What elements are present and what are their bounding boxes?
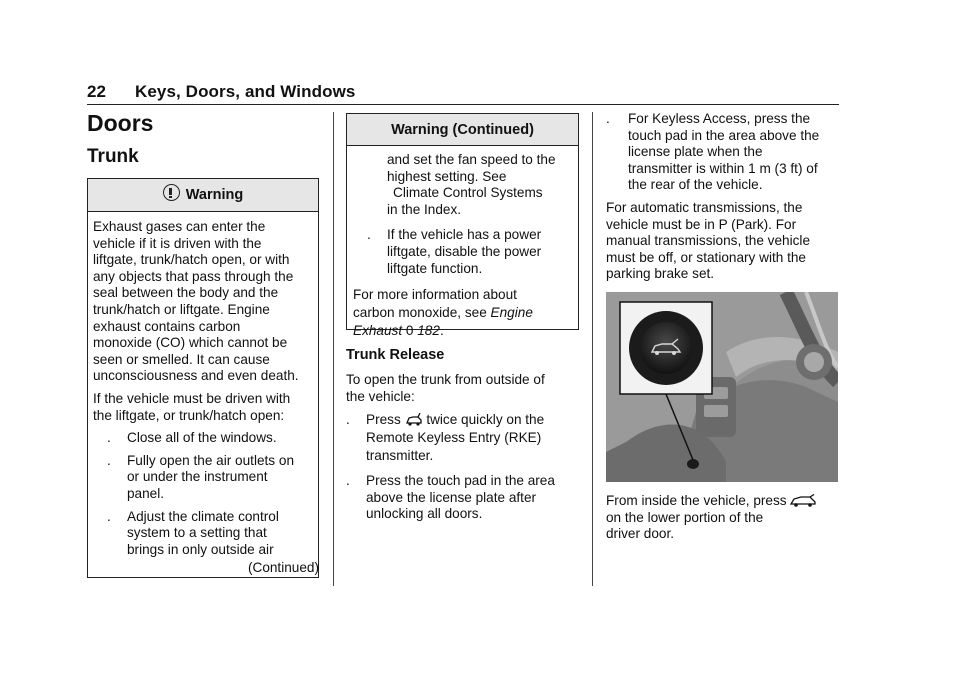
text-line: twice quickly on the [426, 412, 545, 428]
text-line: Press the touch pad in the area [366, 473, 555, 489]
more-info-paragraph [353, 286, 579, 340]
text-line: vehicle must be in P (Park). For [606, 216, 797, 232]
text-line: any objects that pass through the [93, 268, 294, 284]
text-line: highest setting. See [387, 168, 507, 184]
bullet-dot: . [107, 452, 111, 468]
bullet-climate-control [93, 509, 319, 559]
text-line: must be off, or stationary with the [606, 249, 806, 265]
warning-body [93, 219, 319, 577]
bullet-dot: . [367, 227, 371, 243]
text-line: To open the trunk from outside of [346, 372, 545, 387]
door-trunk-button-illustration [606, 292, 838, 482]
text-line: For more information about [353, 287, 517, 303]
text-line: Fully open the air outlets on [127, 452, 295, 468]
text-line: panel. [127, 485, 165, 501]
page-header [87, 82, 355, 102]
text-line: or under the instrument [127, 469, 268, 485]
text-line: the liftgate, or trunk/hatch open: [93, 407, 285, 423]
text-line: system to a setting that [127, 525, 267, 541]
continued-label: (Continued) [247, 560, 319, 576]
bullet-press-rke [346, 411, 582, 465]
warning-paragraph-2 [93, 391, 319, 424]
trunk-release-button-on-door [687, 459, 699, 469]
text-line: If the vehicle has a power [387, 227, 542, 243]
button-face [640, 322, 692, 374]
text-line: manual transmissions, the vehicle [606, 233, 810, 249]
text-line: seen or smelled. It can cause [93, 351, 270, 367]
warning-continued-header: Warning (Continued) [347, 114, 578, 146]
text-line: exhaust contains carbon [93, 318, 241, 334]
trunk-release-body [346, 372, 582, 523]
text-line: From inside the vehicle, press [606, 493, 787, 508]
text-line: on the lower portion of the [606, 509, 764, 525]
text-line: Close all of the windows. [127, 430, 277, 446]
bullet-power-liftgate [353, 227, 579, 277]
bullet-air-outlets [93, 453, 319, 503]
bullet-keyless-access [606, 111, 842, 194]
text-line: unlocking all doors. [366, 506, 483, 522]
period: . [439, 323, 444, 339]
text-line: monoxide (CO) which cannot be [93, 335, 288, 351]
warning-title: Warning [185, 187, 244, 203]
inside-vehicle-paragraph [606, 493, 842, 543]
cross-reference-link[interactable]: Climate Control Systems [393, 185, 543, 201]
text-line: trunk/hatch or liftgate. Engine [93, 301, 270, 317]
trunk-release-icon [405, 412, 423, 427]
text-line: the rear of the vehicle. [628, 177, 763, 193]
bullet-dot: . [107, 430, 111, 446]
text-line: parking brake set. [606, 266, 715, 282]
warning-continued-box [346, 113, 579, 339]
text-line: unconsciousness and even death. [93, 368, 299, 384]
text-line: For automatic transmissions, the [606, 199, 803, 215]
warning-header [88, 179, 318, 212]
text-line: and set the fan speed to the [387, 152, 556, 167]
bullet-dot: . [346, 412, 350, 428]
warning-icon [163, 184, 180, 201]
text-line: license plate when the [628, 144, 763, 160]
text-line: carbon monoxide, see [353, 305, 487, 321]
column-3-text [606, 111, 842, 283]
text-line: brings in only outside air [127, 541, 274, 557]
text-line: transmitter. [366, 448, 434, 464]
transmission-paragraph [606, 200, 842, 283]
text-line: Exhaust gases can enter the [93, 219, 266, 234]
text-line: transmitter is within 1 m (3 ft) of [628, 160, 818, 176]
bullet-dot: . [606, 111, 610, 126]
bullet-dot: . [107, 508, 111, 524]
text-line: liftgate, trunk/hatch open, or with [93, 252, 290, 268]
warning-paragraph-1 [93, 219, 319, 385]
page-ref-symbol: 0 [405, 323, 414, 339]
engine-exhaust-link-continued[interactable]: Exhaust [353, 323, 403, 339]
column-divider-1 [333, 112, 334, 586]
illustration-svg [606, 292, 838, 482]
text-line: the vehicle: [346, 388, 415, 404]
text-line: seal between the body and the [93, 285, 279, 301]
text-line: For Keyless Access, press the [628, 111, 811, 126]
text-line: Adjust the climate control [127, 508, 279, 524]
trunk-release-heading: Trunk Release [346, 347, 445, 363]
bullet-dot: . [346, 473, 350, 489]
text-line: If the vehicle must be driven with [93, 390, 291, 406]
page-number: 22 [87, 82, 107, 101]
text-line: in the Index. [387, 201, 462, 217]
text-line: vehicle if it is driven with the [93, 235, 262, 251]
bullet-touch-pad [346, 473, 582, 523]
continued-bullet-text [353, 152, 579, 218]
text-line: Remote Keyless Entry (RKE) [366, 430, 542, 446]
subheading-trunk: Trunk [87, 146, 139, 167]
page-ref-number[interactable]: 182 [417, 323, 440, 339]
text-line: Press [366, 412, 401, 428]
text-line: liftgate function. [387, 260, 483, 276]
bullet-close-windows [93, 430, 319, 447]
text-line: liftgate, disable the power [387, 243, 542, 259]
section-heading-doors: Doors [87, 110, 154, 136]
text-line: touch pad in the area above the [628, 127, 820, 143]
engine-exhaust-link[interactable]: Engine [490, 305, 533, 321]
warning-box [87, 178, 319, 578]
car-open-trunk-icon [790, 494, 816, 508]
column-divider-2 [592, 112, 593, 586]
trunk-release-intro [346, 372, 582, 405]
warning-continued-body [353, 152, 579, 340]
section-title: Keys, Doors, and Windows [135, 82, 356, 101]
text-line: driver door. [606, 526, 675, 542]
header-rule [87, 104, 839, 105]
text-line: above the license plate after [366, 489, 537, 505]
